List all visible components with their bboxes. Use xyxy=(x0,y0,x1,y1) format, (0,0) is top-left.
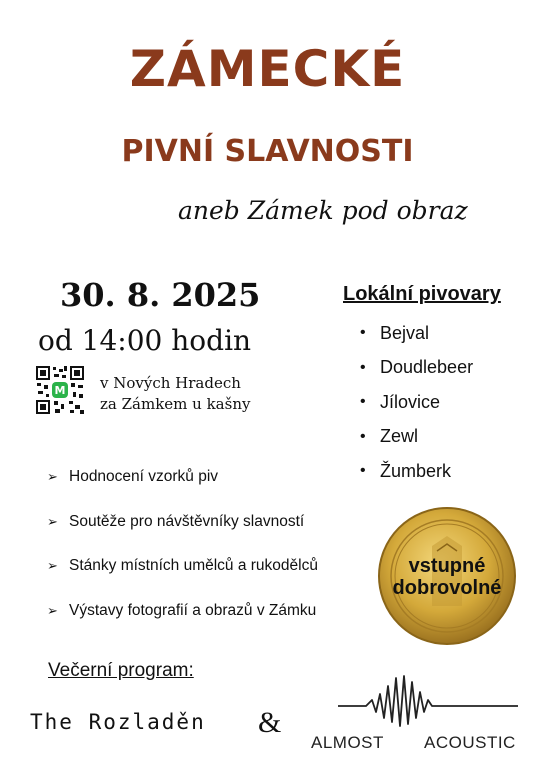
coin-text-line-2: dobrovolné xyxy=(392,577,502,599)
arrow-bullet-icon: ➢ xyxy=(47,602,58,618)
arrow-bullet-icon: ➢ xyxy=(47,469,58,485)
band-acoustic-label: ACOUSTIC xyxy=(424,733,516,752)
poster-tagline: aneb Zámek pod obraz xyxy=(178,196,468,225)
venue-line-1: v Nových Hradech xyxy=(100,374,241,392)
arrow-bullet-icon: ➢ xyxy=(47,558,58,574)
venue-line-2: za Zámkem u kašny xyxy=(100,395,251,413)
arrow-bullet-icon: ➢ xyxy=(47,513,58,529)
brewery-item: • Bejval xyxy=(360,322,430,343)
band-almost-label: ALMOST xyxy=(311,733,384,752)
svg-text:M: M xyxy=(54,384,66,397)
brewery-item: • Zewl xyxy=(360,426,419,447)
event-date: 30. 8. 2025 xyxy=(60,276,261,314)
evening-program-heading: Večerní program: xyxy=(48,660,194,681)
feature-item: ➢ Soutěže pro návštěvníky slavností xyxy=(47,512,305,530)
breweries-list xyxy=(360,316,473,489)
bullet-icon: • xyxy=(360,393,366,411)
features-list xyxy=(47,455,318,633)
bullet-icon: • xyxy=(360,324,366,342)
ampersand: & xyxy=(258,706,282,739)
poster-title: ZÁMECKÉ xyxy=(129,40,406,98)
brewery-item: • Žumberk xyxy=(360,460,452,481)
brewery-item: • Doudlebeer xyxy=(360,357,474,378)
coin-text-line-1: vstupné xyxy=(408,555,486,577)
bullet-icon: • xyxy=(360,462,366,480)
feature-item: ➢ Stánky místních umělců a rukodělců xyxy=(47,557,318,575)
poster-subtitle: PIVNÍ SLAVNOSTI xyxy=(121,134,414,169)
event-time: od 14:00 hodin xyxy=(38,324,252,357)
feature-item: ➢ Výstavy fotografií a obrazů v Zámku xyxy=(47,601,317,619)
breweries-heading: Lokální pivovary xyxy=(343,283,501,305)
event-venue xyxy=(100,373,250,415)
band-the-rozladen: The Rozladěn xyxy=(30,710,206,734)
soundwave-logo-icon xyxy=(338,672,518,730)
feature-item: ➢ Hodnocení vzorků piv xyxy=(47,468,219,486)
gold-coin-badge xyxy=(377,506,517,646)
bullet-icon: • xyxy=(360,427,366,445)
brewery-item: • Jílovice xyxy=(360,391,441,412)
bullet-icon: • xyxy=(360,358,366,376)
qr-code-icon[interactable] xyxy=(35,365,85,415)
